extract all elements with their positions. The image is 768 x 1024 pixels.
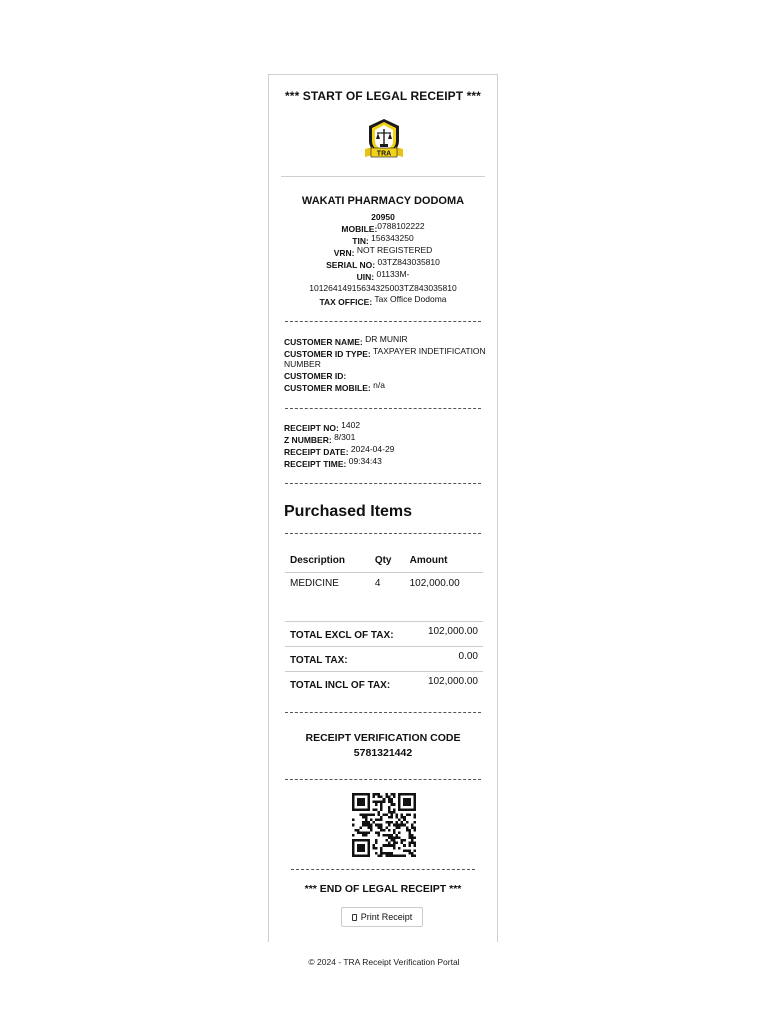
logo-text: TRA [376, 150, 392, 158]
dashed-divider [285, 712, 481, 713]
dashed-divider [285, 779, 481, 780]
company-name: WAKATI PHARMACY DODOMA [301, 195, 465, 207]
receipt-time: RECEIPT TIME: 09:34:43 [284, 456, 382, 469]
customer-id: CUSTOMER ID: [284, 371, 347, 381]
customer-info [284, 336, 487, 394]
total-tax-label: TOTAL TAX: [285, 647, 414, 672]
col-qty: Qty [370, 549, 405, 573]
items-table [285, 549, 483, 594]
qr-code [352, 793, 416, 857]
total-excl-value: 102,000.00 [414, 622, 483, 647]
total-tax-value: 0.00 [414, 647, 483, 672]
verification-title: RECEIPT VERIFICATION CODE [305, 732, 461, 744]
receipt-no: RECEIPT NO: 1402 [284, 420, 361, 433]
verification-code: 5781321442 [353, 747, 413, 759]
tra-logo [361, 117, 407, 163]
total-incl-label: TOTAL INCL OF TAX: [285, 672, 414, 697]
customer-id-type: CUSTOMER ID TYPE: TAXPAYER INDETIFICATION [284, 346, 486, 359]
item-qty: 4 [374, 578, 381, 589]
col-description: Description [285, 549, 370, 573]
customer-id-type-cont: NUMBER [284, 359, 321, 369]
dashed-divider [285, 533, 481, 534]
print-receipt-button[interactable] [341, 907, 423, 927]
print-icon [352, 914, 357, 921]
company-tin: TIN: 156343250 [352, 233, 414, 246]
dashed-divider [291, 869, 475, 870]
start-title: *** START OF LEGAL RECEIPT *** [285, 89, 481, 103]
company-vrn: VRN: NOT REGISTERED [333, 245, 433, 258]
item-description: MEDICINE [290, 578, 339, 589]
company-tax-office: TAX OFFICE: Tax Office Dodoma [319, 294, 447, 307]
total-row [285, 672, 483, 697]
divider [281, 176, 485, 177]
dashed-divider [285, 408, 481, 409]
total-row [285, 647, 483, 672]
footer-copyright: © 2024 - TRA Receipt Verification Portal [308, 957, 460, 967]
purchased-items-heading: Purchased Items [284, 503, 413, 520]
item-amount: 102,000.00 [409, 578, 460, 589]
total-row [285, 622, 483, 647]
company-mobile: MOBILE:0788102222 [341, 221, 425, 234]
table-row [285, 573, 483, 595]
totals-table [285, 621, 483, 696]
dashed-divider [285, 483, 481, 484]
company-uin: UIN: 01133M- [356, 269, 410, 282]
total-incl-value: 102,000.00 [414, 672, 483, 697]
items-header-row [285, 549, 483, 573]
print-button-label: Print Receipt [360, 912, 413, 922]
receipt-card [268, 74, 498, 942]
end-title: *** END OF LEGAL RECEIPT *** [304, 883, 462, 895]
company-uin-cont: 10126414915634325003TZ843035810 [309, 283, 457, 293]
customer-mobile: CUSTOMER MOBILE: n/a [284, 380, 385, 393]
customer-name: CUSTOMER NAME: DR MUNIR [284, 334, 408, 347]
company-po-box: 20950 [371, 212, 395, 222]
col-amount: Amount [405, 549, 483, 573]
dashed-divider [285, 321, 481, 322]
z-number: Z NUMBER: 8/301 [284, 432, 356, 445]
company-serial: SERIAL NO: 03TZ843035810 [326, 257, 440, 270]
receipt-info [284, 422, 487, 470]
receipt-date: RECEIPT DATE: 2024-04-29 [284, 444, 395, 457]
total-excl-label: TOTAL EXCL OF TAX: [285, 622, 414, 647]
verification-block [269, 731, 497, 761]
